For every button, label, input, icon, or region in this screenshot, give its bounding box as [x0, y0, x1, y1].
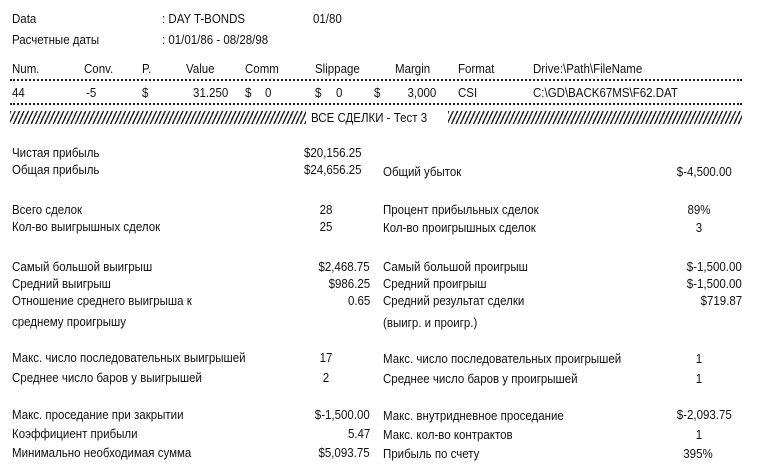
min-required-label: Минимально необходимая сумма: [12, 446, 192, 460]
hatch-band-left: [10, 111, 306, 124]
dates-label: Расчетные даты: [12, 33, 100, 47]
min-required-value: $5,093.75: [318, 446, 370, 460]
val-conv: -5: [86, 86, 97, 100]
losing-trades-label: Кол-во проигрышных сделок: [383, 221, 536, 235]
val-slippage: 0: [336, 86, 343, 100]
max-close-dd-value: $-1,500.00: [315, 408, 370, 422]
col-format: Format: [458, 62, 495, 76]
ratio-label: Отношение среднего выигрыша к: [12, 294, 192, 308]
avg-trade-value: $719.87: [700, 294, 742, 308]
max-close-dd-label: Макс. проседание при закрытии: [12, 408, 184, 422]
gross-loss-value: $-4,500.00: [677, 165, 732, 179]
winning-trades-value: 25: [319, 220, 333, 234]
col-conv: Conv.: [84, 62, 114, 76]
avg-bars-win-value: 2: [322, 371, 330, 385]
winning-trades-label: Кол-во выигрышных сделок: [12, 220, 161, 234]
gross-profit-value: $24,656.25: [304, 163, 362, 177]
max-consec-win-value: 17: [319, 351, 333, 365]
data-label: Data: [12, 12, 37, 26]
avg-loss-value: $-1,500.00: [687, 277, 742, 291]
val-num: 44: [12, 86, 25, 100]
col-value: Value: [186, 62, 215, 76]
val-path: C:\GD\BACK67MS\F62.DAT: [533, 86, 678, 100]
val-slippage-sign: $: [315, 86, 322, 100]
data-value: : DAY T-BONDS: [162, 12, 246, 26]
avg-bars-win-label: Среднее число баров у выигрышей: [12, 371, 202, 385]
max-intraday-dd-value: $-2,093.75: [677, 408, 732, 422]
account-return-value: 395%: [683, 447, 713, 461]
max-consec-loss-value: 1: [695, 352, 703, 366]
dates-value: : 01/01/86 - 08/28/98: [162, 33, 269, 47]
avg-trade-label-cont: (выигр. и проигр.): [383, 316, 478, 330]
pct-profitable-label: Процент прибыльных сделок: [383, 203, 539, 217]
avg-win-value: $986.25: [328, 277, 370, 291]
gross-loss-label: Общий убыток: [383, 165, 462, 179]
max-contracts-value: 1: [695, 428, 703, 442]
max-intraday-dd-label: Макс. внутридневное проседание: [383, 409, 564, 423]
profit-factor-value: 5.47: [347, 427, 370, 441]
avg-loss-label: Средний проигрыш: [383, 277, 487, 291]
col-comm: Comm: [245, 62, 279, 76]
val-margin: 3,000: [407, 86, 436, 100]
pct-profitable-value: 89%: [687, 203, 711, 217]
max-contracts-label: Макс. кол-во контрактов: [383, 428, 513, 442]
largest-loss-label: Самый большой проигрыш: [383, 260, 528, 274]
ratio-value: 0.65: [347, 294, 370, 308]
net-profit-label: Чистая прибыль: [12, 146, 100, 160]
gross-profit-label: Общая прибыль: [12, 163, 100, 177]
avg-trade-label: Средний результат сделки: [383, 294, 525, 308]
dotted-divider: [10, 79, 742, 81]
net-profit-value: $20,156.25: [304, 146, 362, 160]
col-path: Drive:\Path\FileName: [533, 62, 643, 76]
account-return-label: Прибыль по счету: [383, 447, 480, 461]
val-comm-sign: $: [245, 86, 252, 100]
max-consec-win-label: Макс. число последовательных выигрышей: [12, 351, 246, 365]
largest-win-label: Самый большой выигрыш: [12, 260, 153, 274]
col-slippage: Slippage: [315, 62, 360, 76]
val-p: $: [142, 86, 149, 100]
avg-bars-loss-value: 1: [695, 372, 703, 386]
largest-loss-value: $-1,500.00: [687, 260, 742, 274]
val-format: CSI: [458, 86, 478, 100]
total-trades-label: Всего сделок: [12, 203, 83, 217]
section-title: ВСЕ СДЕЛКИ - Тест 3: [311, 111, 428, 125]
val-value: 31.250: [192, 86, 228, 100]
val-comm: 0: [265, 86, 272, 100]
max-consec-loss-label: Макс. число последовательных проигрышей: [383, 352, 622, 366]
total-trades-value: 28: [319, 203, 333, 217]
hatch-band-right: [448, 111, 742, 124]
dotted-divider: [10, 103, 742, 105]
ratio-label-cont: среднему проигрышу: [12, 315, 127, 329]
data-code: 01/80: [313, 12, 342, 26]
col-p: P.: [142, 62, 152, 76]
col-num: Num.: [12, 62, 40, 76]
val-margin-sign: $: [374, 86, 381, 100]
col-margin: Margin: [395, 62, 431, 76]
profit-factor-label: Коэффициент прибыли: [12, 427, 138, 441]
largest-win-value: $2,468.75: [318, 260, 370, 274]
avg-win-label: Средний выигрыш: [12, 277, 111, 291]
avg-bars-loss-label: Среднее число баров у проигрышей: [383, 372, 578, 386]
losing-trades-value: 3: [695, 221, 703, 235]
